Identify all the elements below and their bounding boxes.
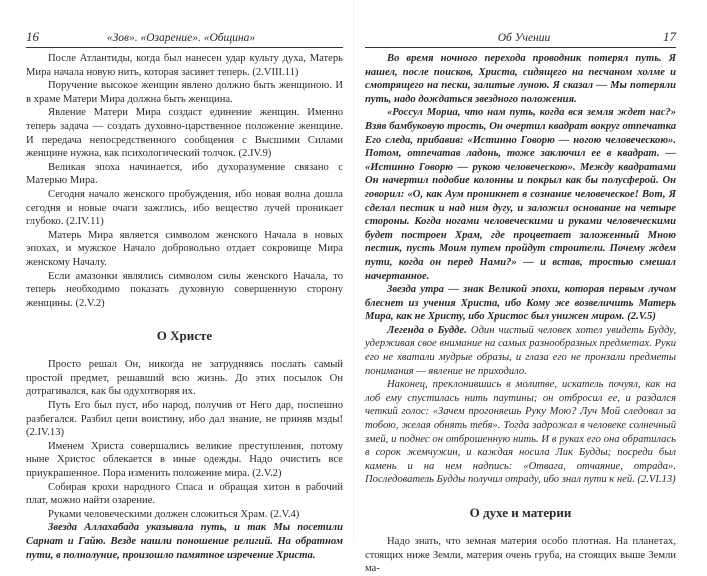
page-number-left: 16 — [26, 29, 39, 44]
section-heading-o-duhe-i-materii: О духе и материи — [469, 505, 572, 520]
running-head-right — [365, 30, 676, 48]
paragraph: Если амазонки являлись символом силы женского Начала, то теперь необходимо показать духовную совершенную сторону женщины. (2.V.2) — [26, 270, 343, 309]
running-head-title-left: «Зов». «Озарение». «Община» — [106, 32, 256, 44]
page-number-right: 17 — [663, 29, 676, 44]
paragraph: Руками человеческими должен сложиться Храм. (2.V.4) — [48, 508, 300, 520]
emphasis-paragraph: Звезда утра — знак Великой эпохи, которая первым лучом блеснет из учения Христа, ибо Кому же возвеличить Матерь Мира, как не Христу, ибо Христос был унижен миром. (2.V.5) — [365, 284, 676, 323]
emphasis-paragraph: Во время ночного перехода проводник потерял путь. Я нашел, после поисков, Христа, сидящего на песчаном холме и смотрящего на пески, залитые луною. Я сказал — Мы потеряли путь, надо дождаться звездного положения. — [365, 53, 676, 105]
paragraph: Собирая крохи народного Спаса и обращая хитон в рабочий плат, можно найти озарение. — [26, 481, 343, 507]
emphasis-paragraph: Звезда Аллахабада указывала путь, и так Мы посетили Сарнат и Гайю. Везде нашли поношение религий. На обратном пути, в полнолуние, произошло памятное изречение Христа. — [26, 522, 343, 561]
paragraph: Сегодня начало женского пробуждения, ибо новая волна дошла сегодня и новые очаги зажглись, ибо вещество лучей проникает глубоко. (2.IV.11) — [26, 188, 343, 228]
paragraph: Надо знать, что земная материя особо плотная. На планетах, стоящих ниже Земли, материя очень груба, на стоящих выше Земли ма- — [365, 536, 676, 575]
paragraph: Матерь Мира является символом женского Начала в новых эпохах, и мужское Начало добровольно отдает сокровище Мира женскому Началу. — [26, 229, 343, 268]
paragraph: Именем Христа совершались великие преступления, потому ныне Христос облекается в иные одежды. Надо очистить все приукрашенное. Пора изменить положение мира. (2.V.2) — [26, 440, 343, 480]
paragraph: Наконец, преклонившись в молитве, искатель почуял, как на лоб ему спустилась нить паутины; он отбросил ее, и раздался четкий голос: «Зачем прогоняешь Руку Мою? Луч Мой следовал за тобою, желая обнять тебя». Тогда задрожал в человеке солнечный змей, и поднес он отброшенную нить. И в руках его она обратилась в сорок жемчужин, и каждая носила Лик Будды; посреди был камень и на нем надпись: «Отвага, отчаяние, отрада». Последователь Будды получил отраду, ибо знал пути к ней. (2.VI.13) — [365, 379, 676, 486]
paragraph: Путь Его был пуст, ибо народ, получив от Него дар, поспешно разбегался. Разбил цепи воистину, ибо дал знание, не приняв мзды! (2.IV.13) — [26, 400, 343, 439]
right-page — [353, 0, 706, 575]
running-head-left — [26, 30, 343, 48]
paragraph: Явление Матери Мира создаст единение женщин. Именно теперь задача — создать духовно-царственное положение женщине. И передача непосредственного сообщения с Высшими Силами женщине нужна, как психологический толчок. (2.IV.9) — [26, 107, 343, 160]
paragraph: Просто решал Он, никогда не затрудняясь послать самый простой предмет, решавший всю жизнь. До этих посылок Он дотрагивался, как бы одухотворяя их. — [26, 359, 343, 398]
legend-text: Один чистый человек хотел увидеть Будду, удерживая свое внимание на самых разнообразных предметах. Руки его не хватали мудрые образы, и глаза его не пронзали предметы понимания — явление не приходило. — [365, 324, 676, 377]
paragraph: После Атлантиды, когда был нанесен удар культу духа, Матерь Мира начала новую нить, которая засияет теперь. (2.VIII.11) — [26, 53, 343, 78]
emphasis-paragraph: «Россул Мориа, что нам путь, когда вся земля ждет нас?» Взяв бамбуковую трость, Он очертил квадрат вокруг отпечатка Его следа, прибавив: «Истинно Говорю — ногою человеческою». Потом, отпечатав ладонь, тоже заключил ее в квадрат. — «Истинно Говорю — рукою человеческою». Между квадратами Он начертил подобие колонны и покрыл как бы полусферой. Он говорил: «О, как Аум проникнет в сознание человеческое! Вот, Я сделал пестик и над ним дугу, и заложил основание на четыре стороны. Когда ногами человеческими и руками человеческими будет построен Храм, где процветает заложенный Мною пестик, пусть Моим путем пройдут строители. Почему ждем пути, когда он перед Нами?» — и встав, тростью смешал начертанное. — [365, 107, 676, 282]
paragraph: Поручение высокое женщин явлено должно быть женщиною. И в храме Матери Мира должна быть женщина. — [26, 80, 343, 105]
left-page — [0, 0, 353, 561]
section-heading-o-hriste: О Христе — [156, 328, 213, 344]
legend-title: Легенда о Будде. — [387, 324, 467, 336]
running-head-title-right: Об Учении — [497, 32, 551, 44]
legend-paragraph — [365, 324, 676, 378]
paragraph: Великая эпоха начинается, ибо духоразумение связано с Матерью Мира. — [26, 161, 343, 187]
